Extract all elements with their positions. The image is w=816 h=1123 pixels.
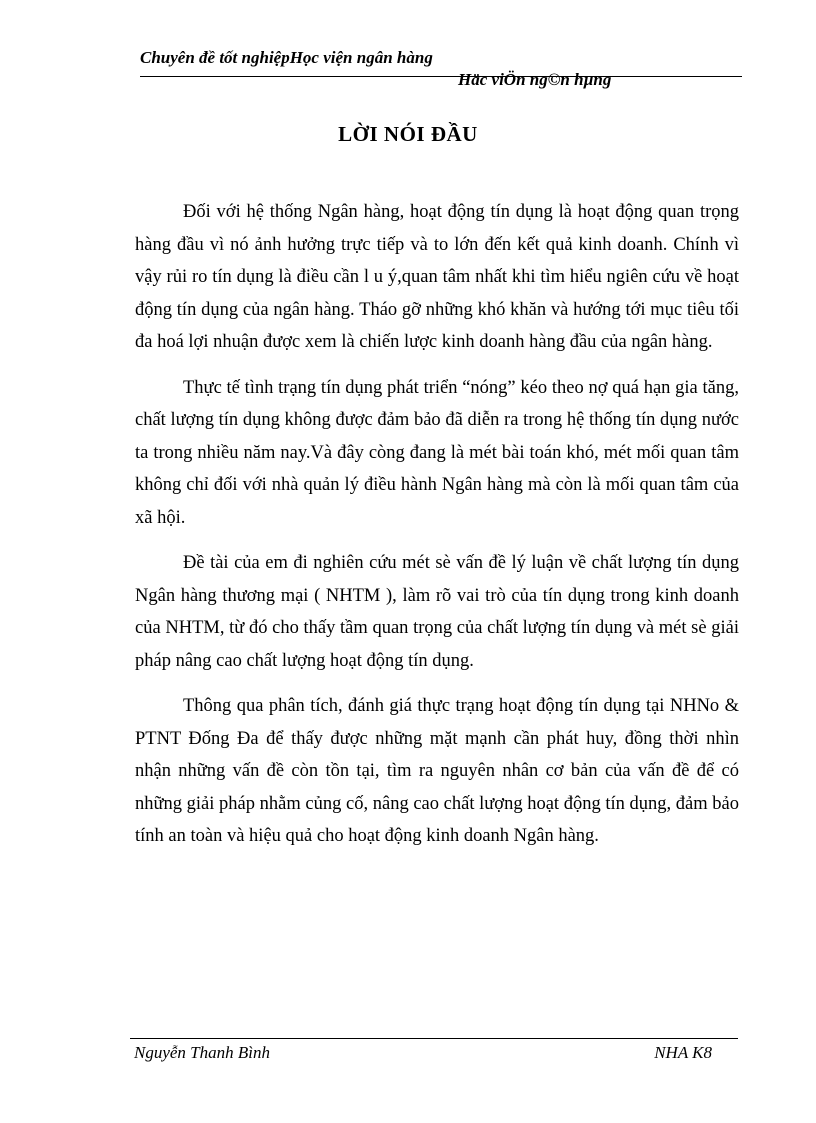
footer-author: Nguyễn Thanh Bình	[134, 1043, 270, 1062]
header-rule	[140, 76, 742, 77]
header-right-text: Häc viÖn ng©n hµng	[458, 70, 612, 89]
page-footer	[130, 1038, 738, 1068]
footer-class: NHA K8	[654, 1043, 712, 1062]
paragraph-4: Thông qua phân tích, đánh giá thực trạng hoạt động tín dụng tại NHNo & PTNT Đống Đa để thấy được những mặt mạnh cần phát huy, đồng thời nhìn nhận những vấn đề còn tồn tại, tìm ra nguyên nhân cơ bản của vấn đề để có những giải pháp nhằm củng cố, nâng cao chất lượng hoạt động tín dụng, đảm bảo tính an toàn và hiệu quả cho hoạt động kinh doanh Ngân hàng.	[135, 696, 739, 846]
paragraph-2: Thực tế tình trạng tín dụng phát triển “nóng” kéo theo nợ quá hạn gia tăng, chất lượng tín dụng không được đảm bảo đã diễn ra trong hệ thống tín dụng nước ta trong nhiều năm nay.Và đây còng đang là mét bài toán khó, mét mối quan tâm không chỉ đối với nhà quản lý điều hành Ngân hàng mà còn là mối quan tâm của xã hội.	[135, 377, 739, 528]
paragraph-3: Đề tài của em đi nghiên cứu mét sè vấn đề lý luận về chất lượng tín dụng Ngân hàng thương mại ( NHTM ), làm rõ vai trò của tín dụng trong kinh doanh của NHTM, từ đó cho thấy tầm quan trọng của chất lượng tín dụng và mét sè giải pháp nâng cao chất lượng hoạt động tín dụng.	[135, 553, 739, 671]
page-title: LỜI NÓI ĐẦU	[338, 122, 478, 146]
page-header	[140, 48, 742, 92]
footer-rule	[130, 1038, 738, 1039]
paragraph-1: Đối với hệ thống Ngân hàng, hoạt động tín dụng là hoạt động quan trọng hàng đầu vì nó ảnh hưởng trực tiếp và to lớn đến kết quả kinh doanh. Chính vì vậy rủi ro tín dụng là điều cần l u ý,quan tâm nhất khi tìm hiểu ngiên cứu về hoạt động tín dụng của ngân hàng. Tháo gỡ những khó khăn và hướng tới mục tiêu tối đa hoá lợi nhuận được xem là chiến lược kinh doanh hàng đầu của ngân hàng.	[135, 202, 739, 352]
header-left-text: Chuyên đề tốt nghiệpHọc viện ngân hàng	[140, 48, 433, 67]
document-body	[135, 196, 739, 866]
